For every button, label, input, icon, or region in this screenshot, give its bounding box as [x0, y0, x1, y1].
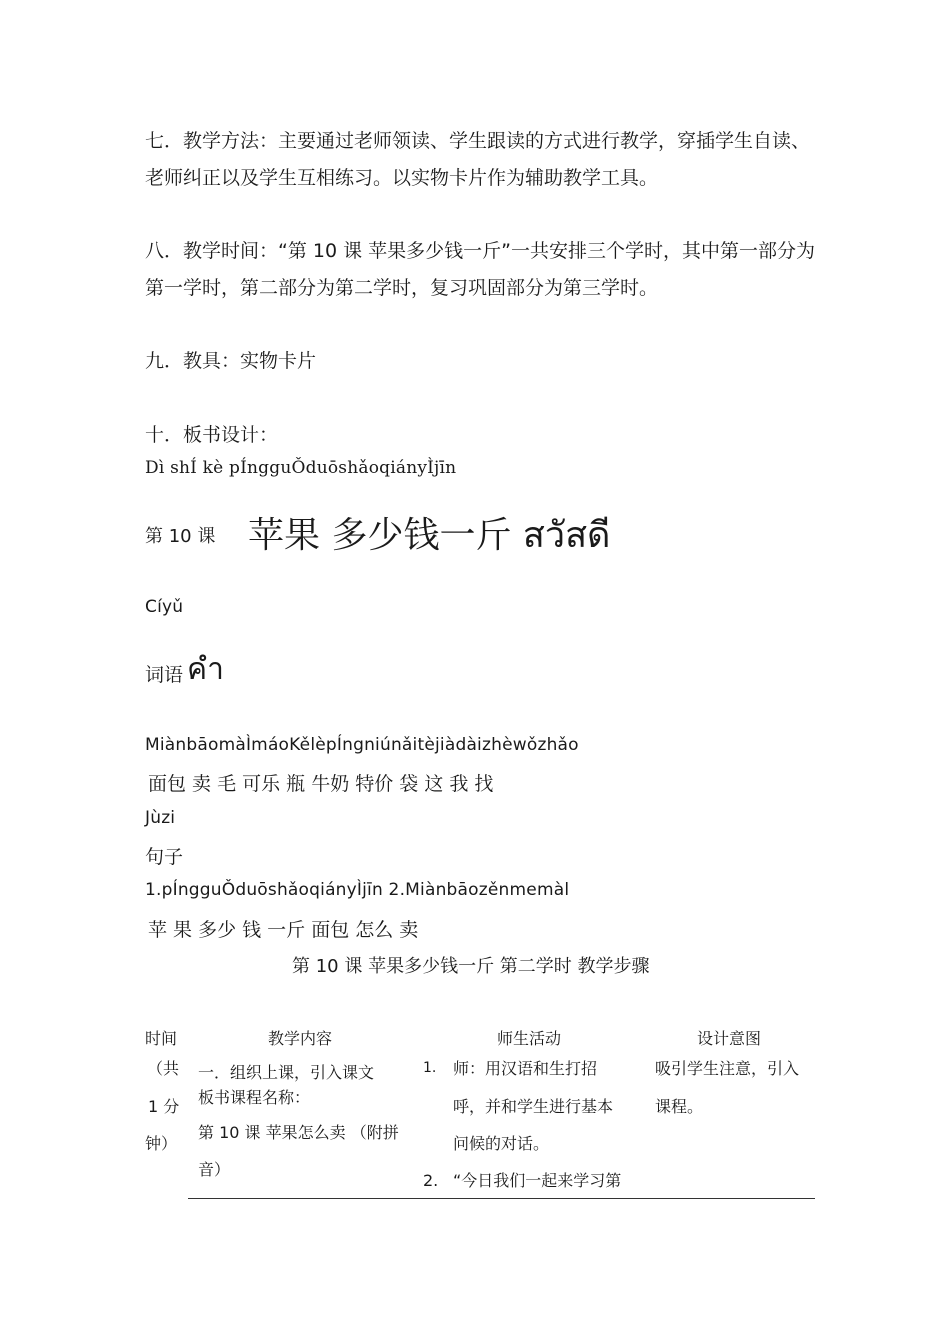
table-header-content: 教学内容 — [268, 1029, 333, 1048]
time-line: 1 分 — [148, 1097, 180, 1116]
board-words-pinyin: MiànbāomàÌmáoKělèpÍngniúnǎitèjiàdàizhèwǒzhǎo — [145, 735, 579, 755]
lesson-plan-heading: 第 10 课 苹果多少钱一斤 第二学时 教学步骤 — [292, 956, 650, 977]
board-title-big: 苹果 多少钱一斤 สวัสดี — [248, 515, 611, 556]
section-9-line-1: 九．教具：实物卡片 — [145, 350, 317, 372]
content-line: 第 10 课 苹果怎么卖 （附拼 — [198, 1123, 399, 1142]
activity-line: “今日我们一起来学习第 — [453, 1171, 622, 1190]
content-line: 音） — [198, 1160, 231, 1179]
section-10-line-1: 十．板书设计： — [145, 424, 279, 446]
table-header-intent: 设计意图 — [697, 1029, 762, 1048]
intent-line: 吸引学生注意，引入 — [655, 1059, 800, 1078]
board-sentences-pinyin: 1.pÍngguǑduōshǎoqiányÌjīn 2.Miànbāozěnmemàl — [145, 880, 570, 900]
board-juzi-label: 句子 — [145, 846, 184, 868]
intent-line: 课程。 — [655, 1097, 704, 1116]
section-8-line-1: 八．教学时间：“第 10 课 苹果多少钱一斤”一共安排三个学时，其中第一部分为 — [145, 240, 815, 262]
activity-line: 师：用汉语和生打招 — [453, 1059, 598, 1078]
board-words-hanzi: 面包 卖 毛 可乐 瓶 牛奶 特价 袋 这 我 找 — [148, 773, 494, 795]
table-header-time: 时间 — [145, 1029, 178, 1048]
time-line: （共 — [147, 1059, 180, 1078]
board-sentences-hanzi: 苹 果 多少 钱 一斤 面包 怎么 卖 — [148, 919, 419, 941]
activity-number: 2. — [423, 1171, 439, 1190]
section-8-line-2: 第一学时，第二部分为第二学时，复习巩固部分为第三学时。 — [145, 277, 659, 299]
board-ciyu-label: 词语 — [145, 664, 184, 686]
content-line: 板书课程名称： — [198, 1088, 311, 1107]
activity-number: 1. — [423, 1060, 437, 1076]
board-lesson-label: 第 10 课 — [145, 526, 216, 547]
time-line: 钟） — [145, 1134, 178, 1153]
activity-line: 呼，并和学生进行基本 — [453, 1097, 614, 1116]
table-bottom-rule — [188, 1198, 815, 1199]
table-header-activity: 师生活动 — [497, 1029, 562, 1048]
board-ciyu-pinyin: Cíyǔ — [145, 597, 184, 617]
board-title-pinyin: Dì shÍ kè pÍngguǑduōshǎoqiányÌjīn — [145, 458, 457, 478]
section-7-line-1: 七．教学方法：主要通过老师领读、学生跟读的方式进行教学，穿插学生自读、 — [145, 130, 811, 152]
board-ciyu-thai: คำ — [187, 652, 224, 687]
activity-line: 问候的对话。 — [453, 1134, 550, 1153]
board-juzi-pinyin: Jùzi — [145, 808, 176, 828]
content-line: 一．组织上课，引入课文 — [198, 1063, 375, 1082]
section-7-line-2: 老师纠正以及学生互相练习。以实物卡片作为辅助教学工具。 — [145, 167, 659, 189]
